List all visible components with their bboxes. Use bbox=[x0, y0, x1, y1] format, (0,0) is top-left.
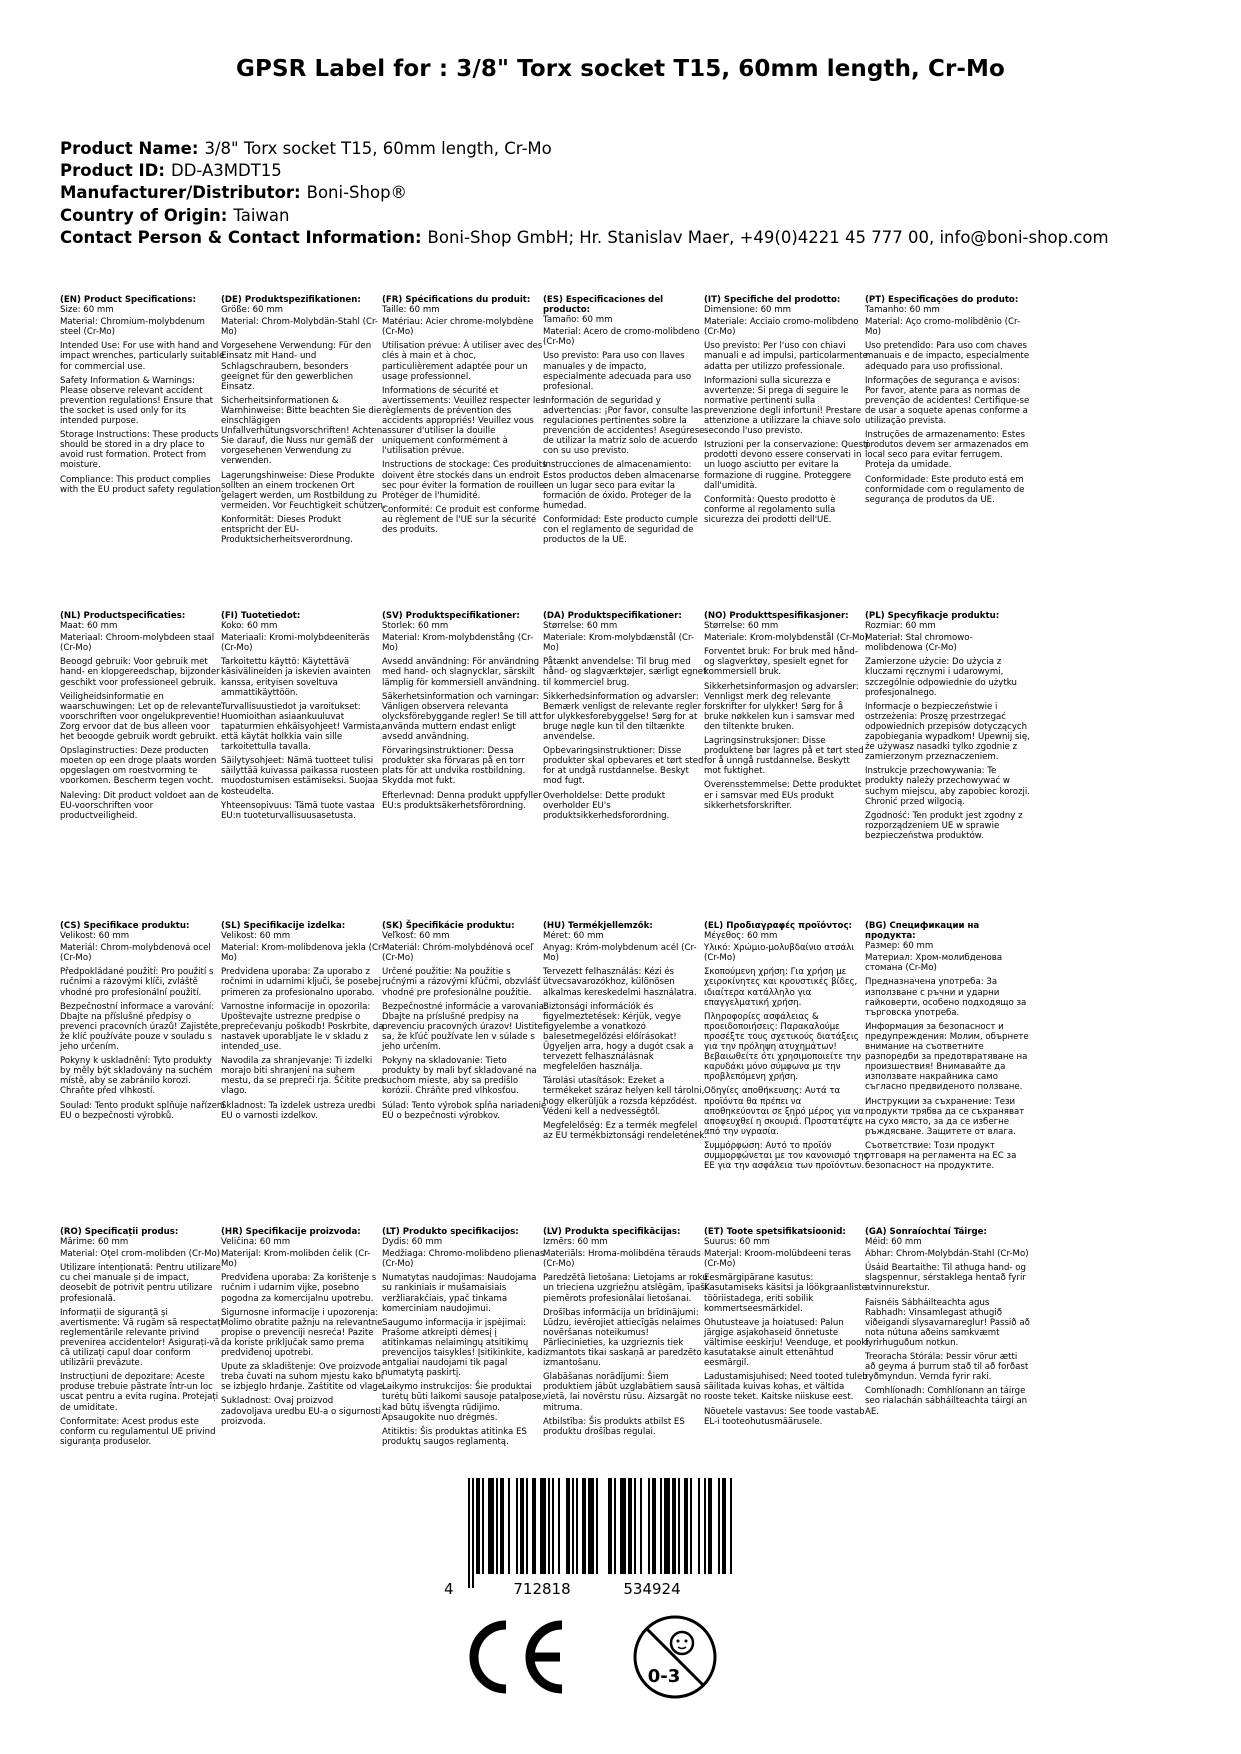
block-paragraph: Οδηγίες αποθήκευσης: Αυτά τα προϊόντα θα πρέπει να αποθηκεύονται σε ξηρό μέρος για να αποφευχθεί η σκουριά. Προστατέψτε από την υγρασία. bbox=[704, 1086, 864, 1137]
barcode-bar bbox=[640, 1478, 642, 1574]
block-paragraph: Tamaño: 60 mm bbox=[543, 315, 613, 326]
language-block bbox=[865, 295, 1030, 509]
block-paragraph: Instrucțiuni de depozitare: Aceste produse trebuie păstrate într-un loc uscat pentru a evita rugina. Protejați de umiditate. bbox=[60, 1372, 219, 1413]
block-paragraph: Förvaringsinstruktioner: Dessa produkter ska förvaras på en torr plats för att undvika rostbildning. Skydda mot fukt. bbox=[382, 746, 526, 787]
language-block bbox=[221, 611, 386, 825]
language-block bbox=[221, 1227, 386, 1431]
ce-mark bbox=[454, 1617, 572, 1697]
block-paragraph: Méid: 60 mm bbox=[865, 1237, 922, 1248]
block-paragraph: Materiał: Stal chromowo-molibdenowa (Cr-Mo) bbox=[865, 633, 973, 654]
block-paragraph: Material: Aço cromo-molibdênio (Cr-Mo) bbox=[865, 317, 1021, 338]
block-paragraph: Upute za skladištenje: Ove proizvode treba čuvati na suhom mjestu kako bi se izbjeglo hrđanje. Zaštitite od vlage. bbox=[221, 1362, 386, 1393]
barcode-bar bbox=[660, 1478, 662, 1574]
block-paragraph: Σκοπούμενη χρήση: Για χρήση με χειροκίνητες και κρουστικές βίδες, ιδιαίτερα κατάλληλο για επαγγελματική χρήση. bbox=[704, 967, 858, 1008]
barcode-bar bbox=[634, 1478, 636, 1574]
block-paragraph: Materijal: Krom-molibden čelik (Cr-Mo) bbox=[221, 1249, 371, 1270]
block-paragraph: Předpokládané použití: Pro použití s ručními a rázovými klíči, zvláště vhodné pro profesionální použití. bbox=[60, 967, 214, 998]
block-paragraph: Storage Instructions: These products should be stored in a dry place to avoid rust formation. Protect from moisture. bbox=[60, 430, 219, 471]
block-paragraph: Säilytysohjeet: Nämä tuotteet tulisi säilyttää kuivassa paikassa ruosteen muodostumisen estämiseksi. Suojaa kosteudelta. bbox=[221, 756, 379, 797]
block-paragraph: Uso previsto: Per l'uso con chiavi manuali e ad impulsi, particolarmente adatta per utilizzo professionale. bbox=[704, 341, 868, 372]
language-block bbox=[60, 611, 225, 825]
barcode-digits-left: 712818 bbox=[513, 1580, 571, 1598]
block-paragraph: Veličina: 60 mm bbox=[221, 1237, 291, 1248]
block-paragraph: Instrucciones de almacenamiento: Estos productos deben almacenarse en un lugar seco para evitar la formación de óxido. Proteger de la humedad. bbox=[543, 460, 700, 511]
block-paragraph: Anyag: Króm-molybdenum acél (Cr-Mo) bbox=[543, 943, 697, 964]
language-block bbox=[704, 921, 869, 1175]
block-paragraph: Sicherheitsinformationen & Warnhinweise: Bitte beachten Sie die einschlägigen Unfallverhütungsvorschriften! Achten Sie darauf, die Nuss nur gemäß der vorgesehenen Verwendung zu verwenden. bbox=[221, 395, 383, 467]
block-paragraph: Pokyny k uskladnění: Tyto produkty by měly být skladovány na suchém místě, aby se zabránilo korozi. Chraňte před vlhkostí. bbox=[60, 1056, 213, 1097]
block-paragraph: Dimensione: 60 mm bbox=[704, 305, 792, 316]
block-heading: (CS) Specifikace produktu: bbox=[60, 921, 190, 931]
barcode-bar bbox=[708, 1478, 712, 1574]
block-paragraph: Material: Oțel crom-molibden (Cr-Mo) bbox=[60, 1249, 221, 1260]
block-paragraph: Συμμόρφωση: Αυτό το προϊόν συμμορφώνεται με τον κανονισμό της ΕΕ για την ασφάλεια των προϊόντων. bbox=[704, 1140, 869, 1172]
language-block bbox=[60, 921, 225, 1125]
block-paragraph: Πληροφορίες ασφάλειας & προειδοποιήσεις: Παρακαλούμε προσέξτε τους σχετικούς διατάξεις για την πρόληψη ατυχημάτων! Βεβαιωθείτε ότι χρησιμοποιείτε την καρυδάκι μόνο σύμφωνα με την προβλεπόμενη χρήση. bbox=[704, 1011, 862, 1083]
block-paragraph: Ladustamisjuhised: Need tooted tuleb säilitada kuivas kohas, et vältida rooste teket. Kaitske niiskuse eest. bbox=[704, 1372, 868, 1403]
block-paragraph: Инструкции за съхранение: Тези продукти трябва да се съхраняват на сухо място, за да се избегне ръждясване. Защитете от влага. bbox=[865, 1096, 1025, 1137]
barcode-bar bbox=[476, 1478, 480, 1574]
block-paragraph: Säkerhetsinformation och varningar: Vänligen observera relevanta olycksförebyggande regler! Se till att använda muttern endast enligt avsedd användning. bbox=[382, 691, 542, 743]
block-heading: (PL) Specyfikacje produktu: bbox=[865, 611, 1000, 621]
block-paragraph: Overholdelse: Dette produkt overholder EU's produktsikkerhedsforordning. bbox=[543, 790, 670, 821]
block-paragraph: Určené použitie: Na použitie s ručnými a rázovými kľúčmi, obzvlášť vhodné pre profesionálne použitie. bbox=[382, 967, 541, 998]
barcode-bar bbox=[566, 1478, 570, 1574]
language-block bbox=[382, 611, 547, 815]
block-paragraph: Medžiaga: Chromo-molibdeno plienas (Cr-Mo) bbox=[382, 1249, 545, 1270]
language-block bbox=[221, 921, 386, 1125]
barcode-bar bbox=[684, 1478, 688, 1574]
block-paragraph: Material: Krom-molibdenova jekla (Cr-Mo) bbox=[221, 943, 385, 964]
label-title: GPSR Label for : 3/8" Torx socket T15, 60mm length, Cr-Mo bbox=[236, 56, 1005, 82]
block-paragraph: Efterlevnad: Denna produkt uppfyller EU:s produktsäkerhetsförordning. bbox=[382, 790, 542, 811]
block-paragraph: Utilizare intenționată: Pentru utilizare cu chei manuale și de impact, deosebit de potrivit pentru utilizare profesională. bbox=[60, 1263, 221, 1304]
block-paragraph: Megfelelőség: Ez a termék megfelel az EU termékbiztonsági rendeletének. bbox=[543, 1120, 707, 1141]
block-paragraph: Materiale: Acciaio cromo-molibdeno (Cr-Mo) bbox=[704, 317, 859, 338]
block-paragraph: Istruzioni per la conservazione: Questi prodotti devono essere conservati in un luogo asciutto per evitare la formazione di ruggine. Proteggere dall'umidità. bbox=[704, 440, 869, 491]
barcode-bar bbox=[488, 1478, 494, 1574]
block-paragraph: Skladnost: Ta izdelek ustreza uredbi EU o varnosti izdelkov. bbox=[221, 1100, 376, 1121]
language-block bbox=[704, 295, 869, 529]
block-paragraph: Informations de sécurité et avertissements: Veuillez respecter les règlements de prévention des accidents appropriés! Veuillez vous assurer d'utiliser la douille uniquement conformément à l'utilisation prévue. bbox=[382, 385, 546, 457]
block-paragraph: Compliance: This product complies with the EU product safety regulation. bbox=[60, 474, 224, 495]
language-block bbox=[382, 1227, 547, 1451]
block-paragraph: Rozmiar: 60 mm bbox=[865, 621, 936, 632]
barcode-bar bbox=[482, 1478, 484, 1574]
block-heading: (SV) Produktspecifikationer: bbox=[382, 611, 520, 621]
block-paragraph: Taille: 60 mm bbox=[382, 305, 440, 316]
block-paragraph: Saugumo informacija ir įspėjimai: Prašome atkreipti dėmesį į atitinkamas nelaimingų atsitikimų prevencijos taisykles! Įsitikinkite, kad antgaliai naudojami tik pagal numatytą paskirtį. bbox=[382, 1317, 543, 1379]
block-paragraph: Pokyny na skladovanie: Tieto produkty by mali byť skladované na suchom mieste, aby sa predišlo korózii. Chráňte pred vlhkosťou. bbox=[382, 1056, 537, 1097]
block-paragraph: Size: 60 mm bbox=[60, 305, 114, 316]
block-paragraph: Instructions de stockage: Ces produits doivent être stockés dans un endroit sec pour éviter la formation de rouille. Protéger de l'humidité. bbox=[382, 460, 547, 501]
block-heading: (RO) Specificații produs: bbox=[60, 1227, 179, 1237]
block-paragraph: Информация за безопасност и предупреждения: Молим, обърнете внимание на съответните разпоредби за предотвратяване на произшествия! Внимавайте да използвате накрайника само съгласно предвиденото ползване. bbox=[865, 1021, 1029, 1093]
language-block bbox=[865, 611, 1030, 845]
language-block bbox=[60, 295, 225, 499]
barcode-bar bbox=[572, 1478, 574, 1574]
block-paragraph: Soulad: Tento produkt splňuje nařízení EU o bezpečnosti výrobků. bbox=[60, 1100, 225, 1121]
block-paragraph: Súlad: Tento výrobok spĺňa nariadenie EÚ o bezpečnosti výrobkov. bbox=[382, 1100, 547, 1121]
barcode-bar bbox=[468, 1478, 470, 1588]
barcode-bar bbox=[596, 1478, 598, 1574]
info-value: Boni-Shop GmbH; Hr. Stanislav Maer, +49(0)4221 45 777 00, info@boni-shop.com bbox=[427, 227, 1109, 247]
block-paragraph: Conformità: Questo prodotto è conforme al regolamento sulla sicurezza dei prodotti dell'UE. bbox=[704, 494, 836, 525]
block-paragraph: Predviđena uporaba: Za korištenje s ručnim i udarnim vijke, posebno pogodna za komercijalnu upotrebu. bbox=[221, 1273, 377, 1304]
block-paragraph: Material: Krom-molybdenstång (Cr-Mo) bbox=[382, 633, 534, 654]
block-heading: (BG) Спецификации на продукта: bbox=[865, 921, 980, 942]
block-paragraph: Paredzētā lietošana: Lietojams ar roku un trieciena uzgriežņu atslēgām, īpaši piemērots profesionālai lietošanai. bbox=[543, 1273, 708, 1304]
language-block bbox=[865, 1227, 1030, 1421]
block-paragraph: Veiligheidsinformatie en waarschuwingen: Let op de relevante voorschriften voor ongelukpreventie! Zorg ervoor dat de bus alleen voor het beoogde gebruik wordt gebruikt. bbox=[60, 691, 222, 743]
block-paragraph: Instruções de armazenamento: Estes produtos devem ser armazenados em local seco para evitar ferrugem. Proteja da umidade. bbox=[865, 430, 1029, 471]
barcode-bar bbox=[690, 1478, 692, 1574]
block-paragraph: Glabāšanas norādījumi: Šiem produktiem jābūt uzglabātiem sausā vietā, lai novērstu rūsu. Aizsargāt no mitruma. bbox=[543, 1372, 702, 1413]
info-value: DD-A3MDT15 bbox=[170, 161, 282, 181]
block-paragraph: Materiál: Chróm-molybdénová oceľ (Cr-Mo) bbox=[382, 943, 534, 964]
language-block bbox=[60, 1227, 225, 1451]
barcode-bar bbox=[540, 1478, 546, 1574]
block-paragraph: Velikost: 60 mm bbox=[60, 931, 130, 942]
language-block bbox=[221, 295, 386, 549]
block-paragraph: Предназначена употреба: За използване с ръчни и ударни гайковерти, особено подходящо за търговска употреба. bbox=[865, 977, 1027, 1018]
block-paragraph: Informații de siguranță și avertismente: Vă rugăm să respectați reglementările relevante privind prevenirea accidentelor! Asigurați-vă că utilizați capul doar conform utilizării prevăzute. bbox=[60, 1307, 223, 1369]
barcode-bar bbox=[582, 1478, 586, 1574]
info-label: Product Name: bbox=[60, 139, 199, 158]
barcode-bar bbox=[500, 1478, 504, 1574]
block-paragraph: Materiál: Chrom-molybdenová ocel (Cr-Mo) bbox=[60, 943, 211, 964]
block-paragraph: Opbevaringsinstruktioner: Disse produkter skal opbevares et tørt sted for at undgå rustdannelse. Beskyt mod fugt. bbox=[543, 746, 704, 787]
language-block bbox=[543, 611, 708, 825]
block-paragraph: Treoracha Stórála: Þessir vörur ætti að geyma á þurrum stað til að forðast ryðmyndun. Vernda fyrir raki. bbox=[865, 1352, 1029, 1383]
block-paragraph: Informazioni sulla sicurezza e avvertenze: Si prega di seguire le normative pertinenti sulla prevenzione degli infortuni! Prestare attenzione a utilizzare la chiave solo secondo l'uso previsto. bbox=[704, 375, 862, 437]
block-heading: (LV) Produkta specifikācijas: bbox=[543, 1227, 681, 1237]
block-paragraph: Eesmärgipärane kasutus: Kasutamiseks käsitsi ja löökgraanliste tööriistadega, eriti sobilik kommertseesmärkidel. bbox=[704, 1273, 868, 1314]
barcode-bar bbox=[548, 1478, 550, 1574]
block-paragraph: Tárolási utasítások: Ezeket a termékeket száraz helyen kell tárolni, hogy elkerüljük a rozsda képződést. Védeni kell a nedvességtől. bbox=[543, 1076, 705, 1117]
block-paragraph: Съответствие: Този продукт отговаря на регламента на ЕС за безопасност на продуктите. bbox=[865, 1140, 1017, 1172]
block-paragraph: Laikymo instrukcijos: Šie produktai turėtų būti laikomi sausoje patalpose, kad būtų išvengta rūdijimo. Apsaugokite nuo drėgmės. bbox=[382, 1382, 545, 1423]
info-label: Contact Person & Contact Information: bbox=[60, 227, 422, 247]
block-paragraph: Материал: Хром-молибденова стомана (Cr-Mo) bbox=[865, 953, 1003, 974]
block-heading: (NL) Productspecificaties: bbox=[60, 611, 186, 621]
info-label: Manufacturer/Distributor: bbox=[60, 183, 301, 203]
barcode-bar bbox=[532, 1478, 536, 1574]
block-paragraph: Izmērs: 60 mm bbox=[543, 1237, 608, 1248]
product-info bbox=[60, 138, 1109, 249]
block-paragraph: Méret: 60 mm bbox=[543, 931, 604, 942]
language-block bbox=[704, 1227, 869, 1431]
block-paragraph: Uso pretendido: Para uso com chaves manuais e de impacto, especialmente adequado para uso profissional. bbox=[865, 341, 1030, 372]
block-heading: (ES) Especificaciones del producto: bbox=[543, 295, 664, 316]
block-paragraph: Påtænkt anvendelse: Til brug med hånd- og slagværktøjer, særligt egnet til kommerciel brug. bbox=[543, 657, 707, 688]
barcode bbox=[440, 1478, 750, 1598]
block-paragraph: Uso previsto: Para uso con llaves manuales y de impacto, especialmente adecuada para uso profesional. bbox=[543, 351, 692, 392]
block-heading: (LT) Produkto specifikacijos: bbox=[382, 1227, 519, 1237]
block-paragraph: Varnostne informacije in opozorila: Upoštevajte ustrezne predpise o preprečevanju poškodb! Poskrbite, da nastavek uporabljate le v skladu z intended_use. bbox=[221, 1001, 384, 1053]
block-paragraph: Materiaal: Chroom-molybdeen staal (Cr-Mo) bbox=[60, 633, 215, 654]
block-paragraph: Conformitate: Acest produs este conform cu regulamentul UE privind siguranța produselor. bbox=[60, 1416, 216, 1447]
barcode-bar bbox=[648, 1478, 650, 1574]
block-paragraph: Veľkosť: 60 mm bbox=[382, 931, 450, 942]
block-paragraph: Sikkerhetsinformasjon og advarsler: Vennligst merk deg relevante forskrifter for ulykker! Sørg for å bruke nøkkelen kun i samsvar med den tiltenkte bruken. bbox=[704, 681, 859, 732]
barcode-digits-right: 534924 bbox=[623, 1580, 681, 1598]
barcode-bar bbox=[526, 1478, 528, 1574]
block-paragraph: Material: Acero de cromo-molibdeno (Cr-Mo) bbox=[543, 327, 700, 348]
block-paragraph: Atbilstība: Šis produkts atbilst ES produktu drošības regulai. bbox=[543, 1416, 685, 1437]
barcode-bar bbox=[508, 1478, 510, 1574]
block-heading: (GA) Sonraíochtaí Táirge: bbox=[865, 1227, 987, 1237]
block-paragraph: Zgodność: Ten produkt jest zgodny z rozporządzeniem UE w sprawie bezpieczeństwa produktów. bbox=[865, 810, 1023, 841]
block-paragraph: Tamanho: 60 mm bbox=[865, 305, 940, 316]
block-paragraph: Størrelse: 60 mm bbox=[543, 621, 618, 632]
block-paragraph: Zamierzone użycie: Do użycia z kluczami ręcznymi i udarowymi, szczególnie odpowiednie do użytku profesjonalnego. bbox=[865, 657, 1017, 698]
block-paragraph: Μέγεθος: 60 mm bbox=[704, 931, 778, 942]
barcode-digit-first: 4 bbox=[444, 1580, 454, 1598]
block-paragraph: Úsáid Beartaithe: Til athuga hand- og slagspennur, sérstaklega hentað fyrir atvinnurekstur. bbox=[865, 1263, 1026, 1294]
block-paragraph: Avsedd användning: För användning med hand- och slagnycklar, särskilt lämplig för kommersiell användning. bbox=[382, 657, 540, 688]
block-paragraph: Comhlíonadh: Comhlíonann an táirge seo rialachán sábháilteachta táirgí an AE. bbox=[865, 1386, 1028, 1417]
block-paragraph: Yhteensopivuus: Tämä tuote vastaa EU:n tuoteturvallisuusasetusta. bbox=[221, 800, 375, 821]
barcode-bar bbox=[722, 1478, 726, 1574]
block-paragraph: Sikkerhedsinformation og advarsler: Bemærk venligst de relevante regler for ulykkesforebyggelse! Sørg for at bruge nøgle kun til den tiltænkte anvendelse. bbox=[543, 691, 702, 743]
barcode-bar bbox=[664, 1478, 670, 1574]
language-block bbox=[543, 295, 708, 549]
block-heading: (FR) Spécifications du produit: bbox=[382, 295, 531, 305]
block-paragraph: Beoogd gebruik: Voor gebruik met hand- en klopgereedschap, bijzonder geschikt voor professioneel gebruik. bbox=[60, 657, 220, 688]
barcode-bar bbox=[620, 1478, 626, 1574]
barcode-bar bbox=[628, 1478, 632, 1574]
barcode-bar bbox=[472, 1478, 474, 1588]
block-paragraph: Turvallisuustiedot ja varoitukset: Huomioithan asiaankuuluvat tapaturmien ehkäisyohjeet! Varmista, että käytät holkkia vain sille tarkoitettulla tavalla. bbox=[221, 701, 384, 753]
block-paragraph: Lagringsinstruksjoner: Disse produktene bør lagres på et tørt sted for å unngå rustdannelse. Beskytt mot fuktighet. bbox=[704, 736, 864, 777]
block-heading: (NO) Produkttspesifikasjoner: bbox=[704, 611, 849, 621]
block-paragraph: Maat: 60 mm bbox=[60, 621, 118, 632]
info-label: Country of Origin: bbox=[60, 205, 228, 225]
block-heading: (EL) Προδιαγραφές προϊόντος: bbox=[704, 921, 852, 931]
block-heading: (SL) Specifikacije izdelka: bbox=[221, 921, 346, 931]
info-value: Taiwan bbox=[233, 205, 290, 225]
info-row-product-name bbox=[60, 138, 1109, 160]
block-paragraph: Naleving: Dit product voldoet aan de EU-voorschriften voor productveiligheid. bbox=[60, 790, 219, 821]
barcode-bar bbox=[672, 1478, 676, 1574]
info-label: Product ID: bbox=[60, 161, 165, 181]
block-paragraph: Drošības informācija un brīdinājumi: Lūdzu, ievērojiet attiecīgās nelaimes novēršanas noteikumus! Pārliecinieties, ka uzgrieznis tiek izmantots tikai saskaņā ar paredzēto izmantošanu. bbox=[543, 1307, 702, 1369]
block-paragraph: Tervezett felhasználás: Kézi és ütvecsavarozókhoz, különösen alkalmas kereskedelmi használatra. bbox=[543, 967, 697, 998]
block-paragraph: Nõuetele vastavus: See toode vastab EL-i tooteohutusmäärusele. bbox=[704, 1406, 865, 1427]
block-paragraph: Tarkoitettu käyttö: Käytettävä käsivälineiden ja iskevien avainten kanssa, erityisen soveltuva ammattikäyttöön. bbox=[221, 657, 371, 698]
barcode-bar bbox=[704, 1478, 706, 1574]
block-heading: (DA) Produktspecifikationer: bbox=[543, 611, 682, 621]
block-paragraph: Faisnéis Sábháilteachta agus Rabhadh: Vinsamlegast athugið viðeigandi slysavarnareglur! Passið að nota nútuna aðeins samkvæmt fyrirhuguðum notkun. bbox=[865, 1297, 1030, 1348]
block-paragraph: Conformidad: Este producto cumple con el reglamento de seguridad de productos de la UE. bbox=[543, 514, 698, 546]
block-paragraph: Размер: 60 mm bbox=[865, 941, 934, 952]
block-paragraph: Matériau: Acier chrome-molybdène (Cr-Mo) bbox=[382, 317, 534, 338]
block-paragraph: Conformidade: Este produto está em conformidade com o regulamento de segurança de produtos da UE. bbox=[865, 474, 1025, 505]
barcode-bar bbox=[652, 1478, 656, 1574]
barcode-bar bbox=[718, 1478, 720, 1574]
barcode-bar bbox=[576, 1478, 578, 1574]
block-paragraph: Koko: 60 mm bbox=[221, 621, 278, 632]
age-warning-icon bbox=[630, 1612, 720, 1702]
language-block bbox=[704, 611, 869, 815]
language-block bbox=[543, 921, 708, 1145]
block-paragraph: Utilisation prévue: À utiliser avec des clés à main et à choc, particulièrement adaptée pour un usage professionnel. bbox=[382, 341, 543, 382]
language-block bbox=[382, 295, 547, 539]
block-paragraph: Materiale: Krom-molybdænstål (Cr-Mo) bbox=[543, 633, 695, 654]
block-heading: (HR) Specifikacije proizvoda: bbox=[221, 1227, 361, 1237]
info-row-manufacturer bbox=[60, 182, 1109, 204]
block-paragraph: Suurus: 60 mm bbox=[704, 1237, 770, 1248]
block-paragraph: Konformität: Dieses Produkt entspricht der EU-Produktsicherheitsverordnung. bbox=[221, 514, 353, 546]
block-paragraph: Forventet bruk: For bruk med hånd- og slagverktøy, spesielt egnet for kommersiell bruk. bbox=[704, 647, 858, 678]
block-paragraph: Lagerungshinweise: Diese Produkte sollten an einem trockenen Ort gelagert werden, um Rostbildung zu vermeiden. Vor Feuchtigkeit schützen. bbox=[221, 470, 386, 511]
block-paragraph: Ohutusteave ja hoiatused: Palun järgige asjakohaseid õnnetuste vältimise eeskirju! Veenduge, et pooki kasutatakse ainult ettenähtud eesmärgil. bbox=[704, 1317, 869, 1369]
block-paragraph: Υλικό: Χρώμιο-μολυβδαίνιο ατσάλι (Cr-Mo) bbox=[704, 943, 855, 964]
block-paragraph: Dydis: 60 mm bbox=[382, 1237, 443, 1248]
language-block bbox=[382, 921, 547, 1125]
info-row-contact bbox=[60, 227, 1109, 249]
block-paragraph: Größe: 60 mm bbox=[221, 305, 283, 316]
block-paragraph: Bezpečnostné informácie a varovania: Dbajte na príslušné predpisy na prevenciu pracovných úrazov! Uistite sa, že kľúč používate len v súlade s jeho určením. bbox=[382, 1001, 547, 1053]
block-paragraph: Numatytas naudojimas: Naudojama su rankiniais ir mušamaisiais veržliarakčiais, ypač tinkama komerciniam naudojimui. bbox=[382, 1273, 537, 1314]
block-heading: (DE) Produktspezifikationen: bbox=[221, 295, 361, 305]
block-paragraph: Mărime: 60 mm bbox=[60, 1237, 129, 1248]
barcode-bar bbox=[614, 1478, 616, 1574]
block-heading: (IT) Specifiche del prodotto: bbox=[704, 295, 841, 305]
block-paragraph: Ábhar: Chrom-Molybdán-Stahl (Cr-Mo) bbox=[865, 1249, 1029, 1260]
block-paragraph: Materiāls: Hroma-molibdēna tērauds (Cr-Mo) bbox=[543, 1249, 701, 1270]
block-heading: (PT) Especificações do produto: bbox=[865, 295, 1019, 305]
block-heading: (HU) Termékjellemzők: bbox=[543, 921, 653, 931]
svg-text:CE: CE bbox=[454, 1617, 456, 1618]
block-paragraph: Predvidena uporaba: Za uporabo z ročnimi in udarnimi ključi, še posebej primeren za profesionalno uporabo. bbox=[221, 967, 381, 998]
barcode-bar bbox=[496, 1478, 498, 1574]
barcode-bar bbox=[698, 1478, 700, 1574]
block-paragraph: Materjal: Kroom-molübdeeni teras (Cr-Mo) bbox=[704, 1249, 851, 1270]
block-paragraph: Sukladnost: Ovaj proizvod zadovoljava uredbu EU-a o sigurnosti proizvoda. bbox=[221, 1396, 382, 1427]
block-paragraph: Informacje o bezpieczeństwie i ostrzeżenia: Proszę przestrzegać odpowiednich przepisów dotyczących zapobiegania wypadkom! Upewnij się, że używasz nasadki tylko zgodnie z zamierzonym przeznaczeniem. bbox=[865, 701, 1030, 763]
barcode-bar bbox=[730, 1478, 732, 1574]
info-row-product-id bbox=[60, 160, 1109, 182]
block-paragraph: Overensstemmelse: Dette produktet er i samsvar med EUs produkt sikkerhetsforskrifter. bbox=[704, 780, 862, 811]
block-paragraph: Opslaginstructies: Deze producten moeten op een droge plaats worden opgeslagen om roestvorming te voorkomen. Bescherm tegen vocht. bbox=[60, 746, 217, 787]
block-paragraph: Atitiktis: Šis produktas atitinka ES produktų saugos reglamentą. bbox=[382, 1426, 527, 1447]
block-paragraph: Biztonsági információk és figyelmeztetések: Kérjük, vegye figyelembe a vonatkozó balesetmegelőzési előírásokat! Ügyeljen arra, hogy a dugót csak a tervezett felhasználásnak megfelelően használja. bbox=[543, 1001, 694, 1073]
info-value: Boni-Shop® bbox=[306, 183, 408, 203]
language-block bbox=[865, 921, 1030, 1175]
barcode-bar bbox=[520, 1478, 524, 1574]
block-paragraph: Conformité: Ce produit est conforme au règlement de l'UE sur la sécurité des produits. bbox=[382, 504, 540, 535]
barcode-bar bbox=[558, 1478, 560, 1574]
block-paragraph: Bezpečnostní informace a varování: Dbajte na příslušné předpisy o prevenci pracovních úrazů! Zajistěte, že klíč používáte pouze v souladu s jeho určením. bbox=[60, 1001, 221, 1053]
block-paragraph: Material: Chromium-molybdenum steel (Cr-Mo) bbox=[60, 317, 205, 338]
block-heading: (EN) Product Specifications: bbox=[60, 295, 196, 305]
block-paragraph: Información de seguridad y advertencias: ¡Por favor, consulte las regulaciones pertinentes sobre la prevención de accidentes! Asegúrese de utilizar la matriz solo de acuerdo con su uso previsto. bbox=[543, 395, 705, 457]
block-paragraph: Material: Chrom-Molybdän-Stahl (Cr-Mo) bbox=[221, 317, 379, 338]
barcode-bar bbox=[608, 1478, 612, 1574]
block-paragraph: Materiale: Krom-molybdenstål (Cr-Mo) bbox=[704, 633, 868, 644]
block-paragraph: Intended Use: For use with hand and impact wrenches, particularly suitable for commercial use. bbox=[60, 341, 225, 372]
barcode-bar bbox=[678, 1478, 680, 1574]
block-paragraph: Størrelse: 60 mm bbox=[704, 621, 779, 632]
barcode-bar bbox=[516, 1478, 518, 1574]
info-value: 3/8" Torx socket T15, 60mm length, Cr-Mo bbox=[204, 139, 552, 158]
block-paragraph: Storlek: 60 mm bbox=[382, 621, 449, 632]
age-label: 0-3 bbox=[647, 1666, 681, 1687]
block-paragraph: Navodila za shranjevanje: Ti izdelki morajo biti shranjeni na suhem mestu, da se prepreči rja. Ščitite pred vlago. bbox=[221, 1056, 384, 1097]
block-heading: (FI) Tuotetiedot: bbox=[221, 611, 301, 621]
barcode-bar bbox=[552, 1478, 554, 1574]
block-paragraph: Safety Information & Warnings: Please observe relevant accident prevention regulations! Ensure that the socket is used only for its intended purpose. bbox=[60, 375, 214, 427]
block-paragraph: Sigurnosne informacije i upozorenja: Molimo obratite pažnju na relevantne propise o prevenciji nesreća! Pazite da koriste priključak samo prema predviđenoj upotrebi. bbox=[221, 1307, 383, 1359]
block-heading: (SK) Špecifikácie produktu: bbox=[382, 921, 515, 931]
block-paragraph: Instrukcje przechowywania: Te produkty należy przechowywać w suchym miejscu, aby zapobiec korozji. Chronić przed wilgocią. bbox=[865, 766, 1030, 807]
block-paragraph: Informações de segurança e avisos: Por favor, atente para as normas de prevenção de acidentes! Certifique-se de usar a soquete apenas conforme a utilização prevista. bbox=[865, 375, 1030, 427]
block-heading: (ET) Toote spetsifikatsioonid: bbox=[704, 1227, 846, 1237]
block-paragraph: Materiaali: Kromi-molybdeeniteräs (Cr-Mo) bbox=[221, 633, 370, 654]
barcode-bar bbox=[588, 1478, 594, 1574]
info-row-country bbox=[60, 205, 1109, 227]
block-paragraph: Velikost: 60 mm bbox=[221, 931, 291, 942]
block-paragraph: Vorgesehene Verwendung: Für den Einsatz mit Hand- und Schlagschraubern, besonders geeignet für den gewerblichen Einsatz. bbox=[221, 341, 372, 392]
language-block bbox=[543, 1227, 708, 1441]
